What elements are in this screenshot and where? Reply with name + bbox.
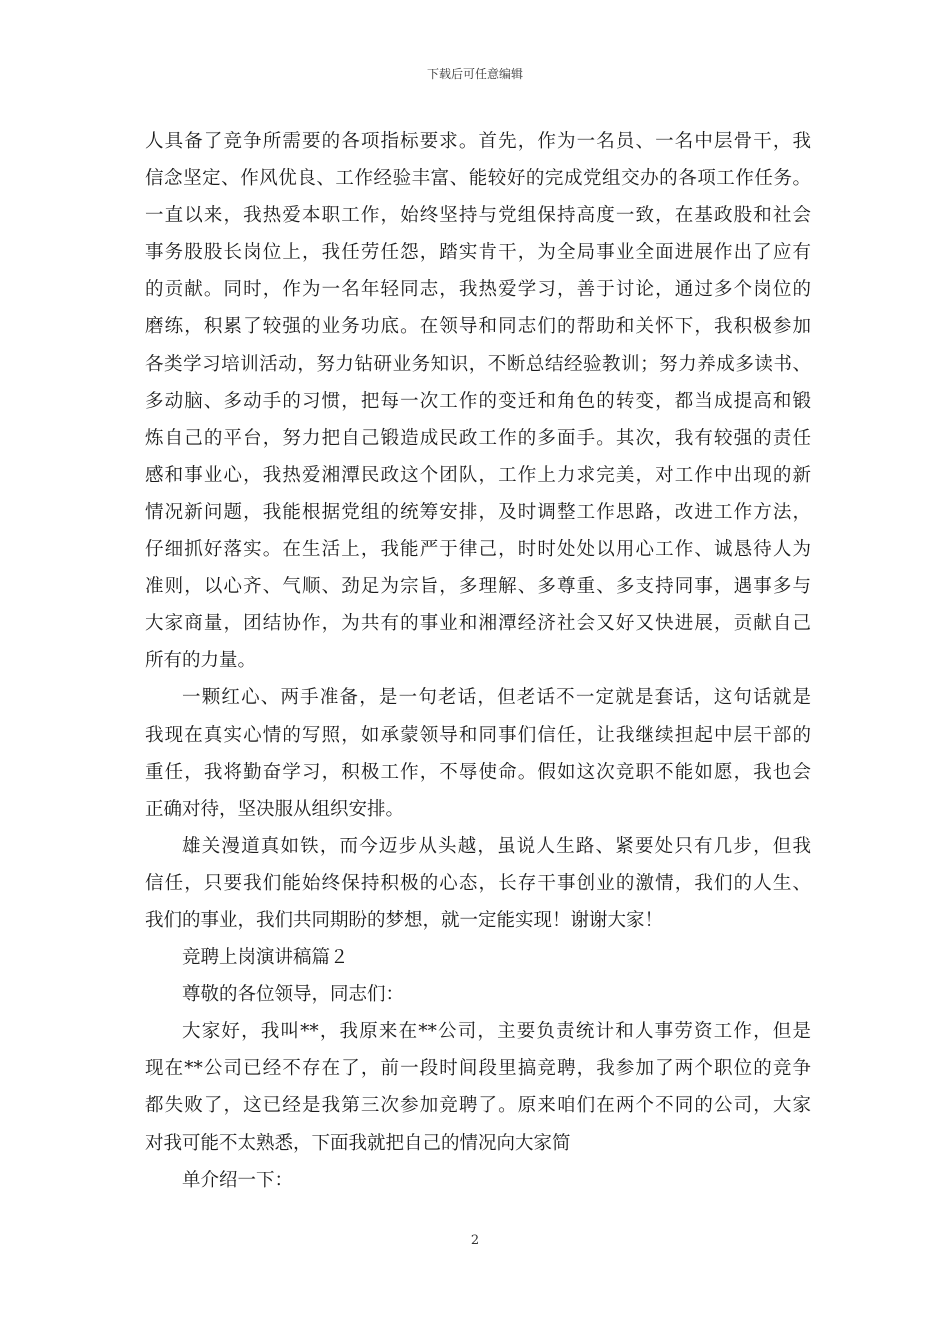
- text-line: 的贡献。同时，作为一名年轻同志，我热爱学习，善于讨论，通过多个岗位的: [145, 279, 811, 301]
- text-line: 大家好，我叫**，我原来在**公司，主要负责统计和人事劳资工作，但是: [182, 1021, 811, 1043]
- page-header: 下载后可任意编辑: [426, 67, 523, 81]
- text-line: 正确对待，坚决服从组织安排。: [145, 798, 405, 820]
- text-line: 我现在真实心情的写照，如承蒙领导和同事们信任，让我继续担起中层干部的: [145, 724, 811, 746]
- paragraph: [145, 123, 811, 679]
- text-line: 各类学习培训活动，努力钻研业务知识，不断总结经验教训；努力养成多读书、: [145, 353, 811, 375]
- text-line: 信念坚定、作风优良、工作经验丰富、能较好的完成党组交办的各项工作任务。: [145, 168, 811, 190]
- text-line: 一颗红心、两手准备，是一句老话，但老话不一定就是套话，这句话就是: [182, 687, 811, 709]
- text-line: 竞聘上岗演讲稿篇２: [182, 947, 349, 969]
- section-title: [145, 939, 811, 976]
- text-line: 大家商量，团结协作，为共有的事业和湘潭经济社会又好又快进展，贡献自己: [145, 613, 811, 635]
- text-line: 现在**公司已经不存在了，前一段时间段里搞竞聘，我参加了两个职位的竞争: [145, 1058, 811, 1080]
- document-body: [145, 123, 811, 1199]
- text-line: 我们的事业，我们共同期盼的梦想，就一定能实现！谢谢大家！: [145, 909, 664, 931]
- text-line: 炼自己的平台，努力把自己锻造成民政工作的多面手。其次，我有较强的责任: [145, 427, 811, 449]
- text-line: 事务股股长岗位上，我任劳任怨，踏实肯干，为全局事业全面进展作出了应有: [145, 242, 811, 264]
- text-line: 雄关漫道真如铁，而今迈步从头越，虽说人生路、紧要处只有几步，但我: [182, 835, 811, 857]
- paragraph: [145, 1162, 811, 1199]
- paragraph: [145, 679, 811, 827]
- salutation: [145, 976, 811, 1013]
- text-line: 一直以来，我热爱本职工作，始终坚持与党组保持高度一致，在基政股和社会: [145, 205, 811, 227]
- text-line: 磨练，积累了较强的业务功底。在领导和同志们的帮助和关怀下，我积极参加: [145, 316, 811, 338]
- text-line: 尊敬的各位领导，同志们：: [182, 984, 405, 1006]
- text-line: 都失败了，这已经是我第三次参加竞聘了。原来咱们在两个不同的公司，大家: [145, 1095, 811, 1117]
- text-line: 人具备了竞争所需要的各项指标要求。首先，作为一名员、一名中层骨干，我: [145, 131, 811, 152]
- page-number: 2: [470, 1233, 480, 1248]
- text-line: 对我可能不太熟悉，下面我就把自己的情况向大家简: [145, 1132, 571, 1154]
- text-line: 情况新问题，我能根据党组的统筹安排，及时调整工作思路，改进工作方法，: [145, 501, 811, 523]
- text-line: 信任，只要我们能始终保持积极的心态，长存干事创业的激情，我们的人生、: [145, 872, 811, 894]
- text-line: 单介绍一下：: [182, 1169, 294, 1191]
- text-line: 多动脑、多动手的习惯，把每一次工作的变迁和角色的转变，都当成提高和锻: [145, 390, 811, 412]
- paragraph: [145, 828, 811, 939]
- paragraph: [145, 1013, 811, 1161]
- text-line: 准则，以心齐、气顺、劲足为宗旨，多理解、多尊重、多支持同事，遇事多与: [145, 576, 811, 598]
- text-line: 仔细抓好落实。在生活上，我能严于律己，时时处处以用心工作、诚恳待人为: [145, 539, 811, 561]
- text-line: 重任，我将勤奋学习，积极工作，不辱使命。假如这次竞职不能如愿，我也会: [145, 761, 811, 783]
- text-line: 所有的力量。: [145, 650, 257, 672]
- text-line: 感和事业心，我热爱湘潭民政这个团队，工作上力求完美，对工作中出现的新: [145, 464, 811, 486]
